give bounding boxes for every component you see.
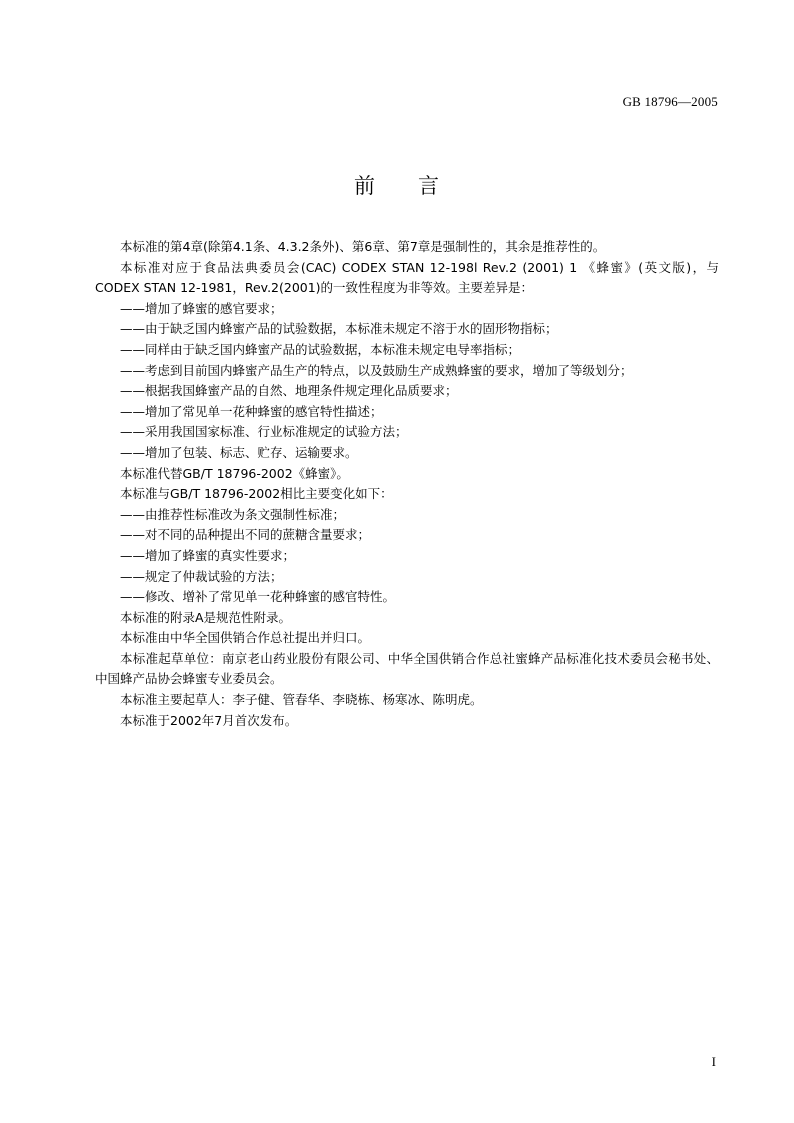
paragraph-correspondence: 本标准对应于食品法典委员会(CAC) CODEX STAN 12-198l Rev.2 (2001) 1 《蜂蜜》(英文版)，与CODEX STAN 12-1981，Rev.2(2001)的一致性程度为非等效。主要差异是： [95,259,719,296]
list-item: ——采用我国国家标准、行业标准规定的试验方法； [120,424,408,440]
list-item: ——增加了蜂蜜的感官要求； [120,300,283,316]
paragraph-scope: 本标准的第4章(除第4.1条、4.3.2条外)、第6章、第7章是强制性的，其余是推荐性的。 [120,239,606,254]
standard-code: GB 18796—2005 [622,94,718,109]
list-item: ——同样由于缺乏国内蜂蜜产品的试验数据，本标准未规定电导率指标； [120,341,521,357]
list-item: ——由于缺乏国内蜂蜜产品的试验数据，本标准未规定不溶于水的固形物指标； [120,321,558,337]
title-char-2: 言 [418,174,440,198]
list-item: ——规定了仲裁试验的方法； [120,568,283,584]
list-item: ——由推荐性标准改为条文强制性标准； [120,506,346,522]
paragraph-annex: 本标准的附录A是规范性附录。 [120,609,292,625]
page-title [0,170,794,200]
paragraph-proposer: 本标准由中华全国供销合作总社提出并归口。 [120,630,371,646]
page-number: I [711,1054,716,1069]
paragraph-drafters: 本标准主要起草人：李子健、管春华、李晓栋、杨寒冰、陈明虎。 [120,692,483,708]
list-item: ——增加了包装、标志、贮存、运输要求。 [120,444,358,460]
paragraph-first-issue: 本标准于2002年7月首次发布。 [120,712,298,728]
title-char-1: 前 [354,174,376,198]
paragraph-replaces: 本标准代替GB/T 18796-2002《蜂蜜》。 [120,465,349,481]
list-item: ——对不同的品种提出不同的蔗糖含量要求； [120,527,371,543]
list-item: ——修改、增补了常见单一花种蜂蜜的感官特性。 [120,589,396,605]
list-item: ——增加了常见单一花种蜂蜜的感官特性描述； [120,403,383,419]
list-item: ——根据我国蜂蜜产品的自然、地理条件规定理化品质要求； [120,383,458,399]
foreword-body [95,237,719,731]
list-item: ——增加了蜂蜜的真实性要求； [120,547,296,563]
list-item: ——考虑到目前国内蜂蜜产品生产的特点，以及鼓励生产成熟蜂蜜的要求，增加了等级划分； [120,362,633,378]
paragraph-changes: 本标准与GB/T 18796-2002相比主要变化如下： [120,486,393,502]
paragraph-drafting-units: 本标准起草单位：南京老山药业股份有限公司、中华全国供销合作总社蜜蜂产品标准化技术委员会秘书处、中国蜂产品协会蜂蜜专业委员会。 [95,650,719,687]
